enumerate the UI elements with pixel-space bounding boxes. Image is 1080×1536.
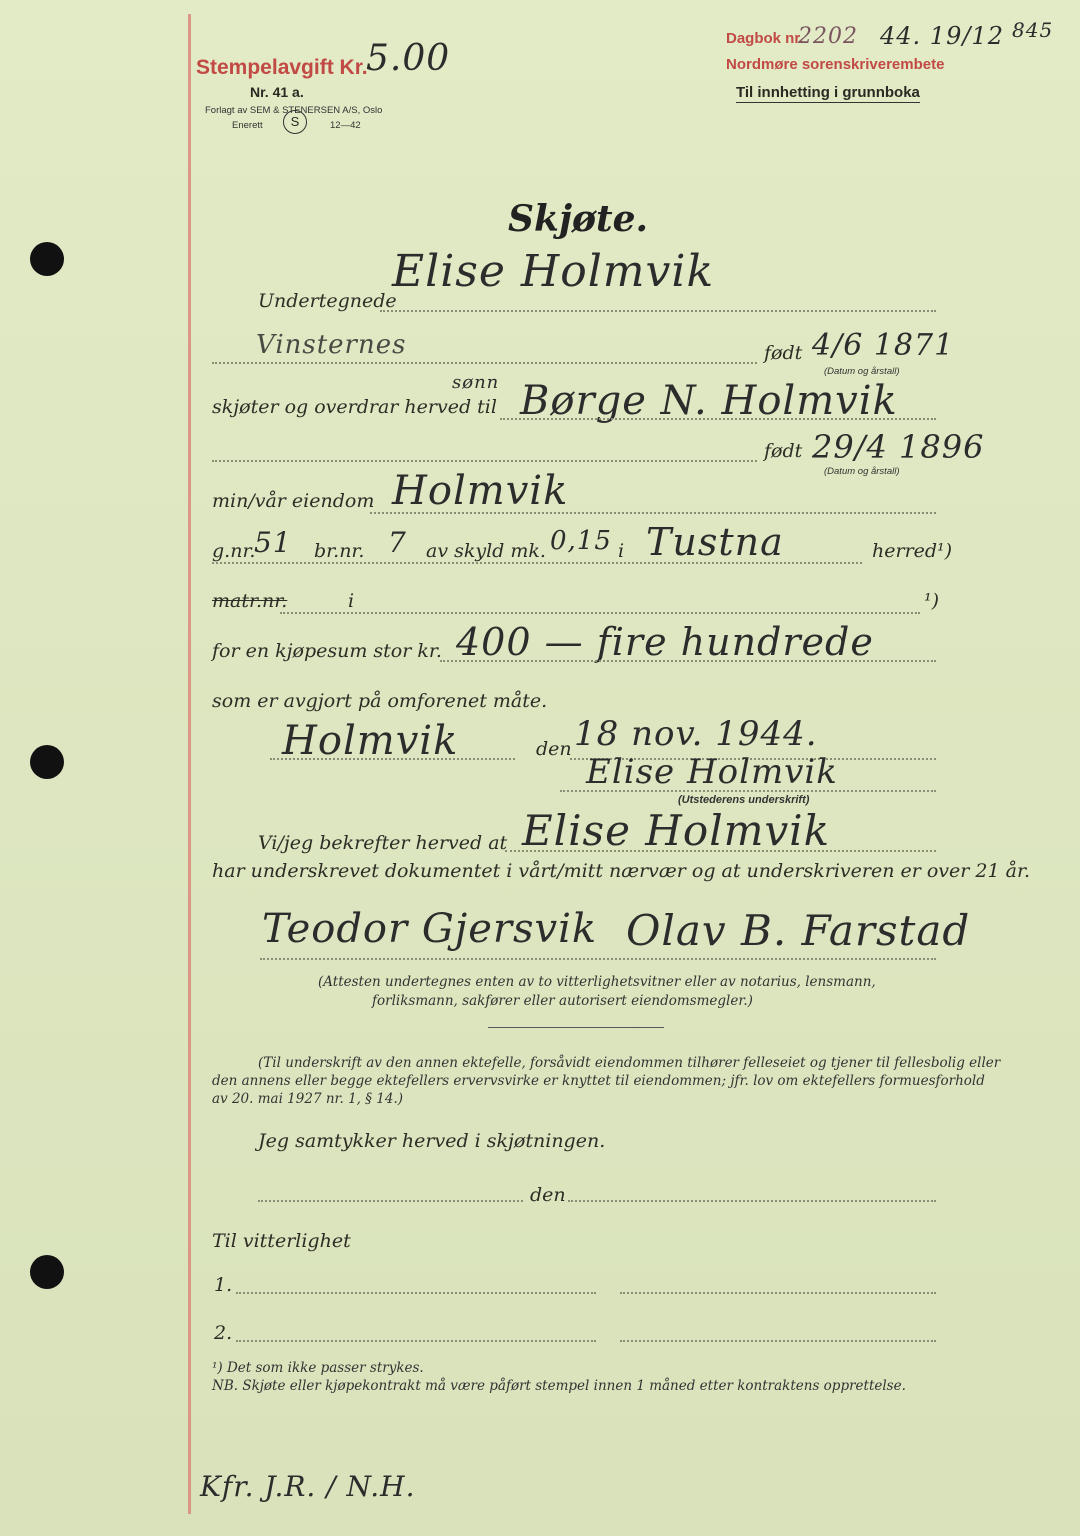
grantor-born: 4/6 1871 <box>812 328 955 363</box>
property-name: Holmvik <box>392 468 569 514</box>
stamp-duty-label: Stempelavgift Kr. <box>196 56 368 79</box>
fodt-label-2: født <box>764 440 803 462</box>
vitterlighet-label: Til vitterlighet <box>212 1230 351 1252</box>
herred-value: Tustna <box>646 520 784 564</box>
dotted-line <box>560 790 936 792</box>
grantor-origin: Vinsternes <box>256 330 407 360</box>
confirm-name: Elise Holmvik <box>522 806 831 855</box>
undertegnede-label: Undertegnede <box>258 290 397 312</box>
form-number: Nr. 41 a. <box>250 84 304 100</box>
margin-line <box>188 14 191 1514</box>
consent-den-label: den <box>530 1184 566 1206</box>
grantor-signature: Elise Holmvik <box>586 752 838 792</box>
date-value: 18 nov. 1944. <box>574 714 818 754</box>
dotted-line <box>236 1292 596 1294</box>
place-value: Holmvik <box>282 718 459 764</box>
dotted-line <box>258 1200 523 1202</box>
gnr-label: g.nr. <box>212 540 256 562</box>
witness-signature-1: Teodor Gjersvik <box>262 906 598 952</box>
dotted-line <box>500 418 936 420</box>
witness-signature-2: Olav B. Farstad <box>626 906 971 955</box>
skyld-value: 0,15 <box>550 526 612 556</box>
attest-note-line1: (Attesten undertegnes enten av to vitterlighetsvitner eller av notarius, lensmann, <box>318 974 876 990</box>
grantee-born: 29/4 1896 <box>812 428 985 466</box>
dagbok-number: 2202 <box>798 24 858 49</box>
bottom-note: Kfr. J.R. / N.H. <box>200 1470 416 1503</box>
stamp-duty-amount: 5.00 <box>366 38 451 79</box>
office-stamp: Nordmøre sorenskriverembete <box>726 56 945 73</box>
matr-label: matr.nr. <box>212 590 288 612</box>
publisher-line: Forlagt av SEM & STENERSEN A/S, Oslo <box>205 105 383 116</box>
dotted-line <box>440 660 936 662</box>
publisher-code: 12—42 <box>330 120 361 131</box>
fodt-label: født <box>764 342 803 364</box>
registration-note: Til innhetting i grunnboka <box>736 84 920 101</box>
footnote-1: ¹) Det som ikke passer strykes. <box>212 1360 424 1376</box>
den-label: den <box>536 738 572 760</box>
dotted-line <box>568 1200 936 1202</box>
punch-hole <box>30 242 64 276</box>
dotted-line <box>212 362 757 364</box>
dotted-line <box>280 612 920 614</box>
spouse-note-line2: den annens eller begge ektefellers ervervsvirke er knyttet til eiendommen; jfr. lov om ektefellers formuesforhold <box>212 1073 985 1089</box>
dotted-line <box>620 1292 936 1294</box>
price-value: 400 — fire hundrede <box>456 620 874 664</box>
dotted-line <box>370 512 936 514</box>
dotted-line <box>270 758 515 760</box>
page-number: 845 <box>1012 18 1054 42</box>
confirm-text: har underskrevet dokumentet i vårt/mitt nærvær og at underskriveren er over 21 år. <box>212 860 1030 882</box>
dotted-line <box>236 1340 596 1342</box>
consent-text: Jeg samtykker herved i skjøtningen. <box>258 1130 606 1152</box>
attest-note-line2: forliksmann, sakfører eller autorisert eiendomsmegler.) <box>372 993 753 1009</box>
publisher-logo-icon: S <box>283 110 307 134</box>
punch-hole <box>30 745 64 779</box>
gnr-value: 51 <box>254 526 292 559</box>
brnr-value: 7 <box>388 526 407 559</box>
dotted-line <box>212 460 757 462</box>
divider <box>488 1027 664 1028</box>
dotted-line <box>212 562 862 564</box>
settled-text: som er avgjort på omforenet måte. <box>212 690 548 712</box>
i-label: i <box>618 540 625 562</box>
eiendom-label: min/vår eiendom <box>212 490 375 512</box>
relation-note: sønn <box>452 372 500 393</box>
publisher-rights: Enerett <box>232 120 263 131</box>
document-title: Skjøte. <box>508 198 649 240</box>
signature-hint: (Utstederens underskrift) <box>678 794 810 806</box>
skyld-label: av skyld mk. <box>426 540 546 562</box>
grantor-name: Elise Holmvik <box>392 246 715 297</box>
datum-hint-2: (Datum og årstall) <box>824 466 900 477</box>
dotted-line <box>380 310 936 312</box>
confirm-label: Vi/jeg bekrefter herved at <box>258 832 508 854</box>
dotted-line <box>620 1340 936 1342</box>
dagbok-date: 44. 19/12 <box>880 22 1004 50</box>
matr-paren: ¹) <box>924 590 940 612</box>
spouse-note-line1: (Til underskrift av den annen ektefelle, forsåvidt eiendommen tilhører felleseiet og tjener til fellesbolig eller <box>258 1055 1001 1071</box>
dotted-line <box>260 958 936 960</box>
herred-label: herred¹) <box>872 540 953 562</box>
grantee-name: Børge N. Holmvik <box>520 378 898 424</box>
witness-2-number: 2. <box>214 1322 233 1344</box>
price-label: for en kjøpesum stor kr. <box>212 640 442 662</box>
spouse-note-line3: av 20. mai 1927 nr. 1, § 14.) <box>212 1091 404 1107</box>
dagbok-label: Dagbok nr. <box>726 30 804 47</box>
footnote-2: NB. Skjøte eller kjøpekontrakt må være påført stempel innen 1 måned etter kontraktens opprettelse. <box>212 1378 906 1394</box>
matr-i: i <box>348 590 355 612</box>
punch-hole <box>30 1255 64 1289</box>
transfer-label: skjøter og overdrar herved til <box>212 396 497 418</box>
datum-hint: (Datum og årstall) <box>824 366 900 377</box>
brnr-label: br.nr. <box>314 540 365 562</box>
dotted-line <box>505 850 936 852</box>
witness-1-number: 1. <box>214 1274 233 1296</box>
